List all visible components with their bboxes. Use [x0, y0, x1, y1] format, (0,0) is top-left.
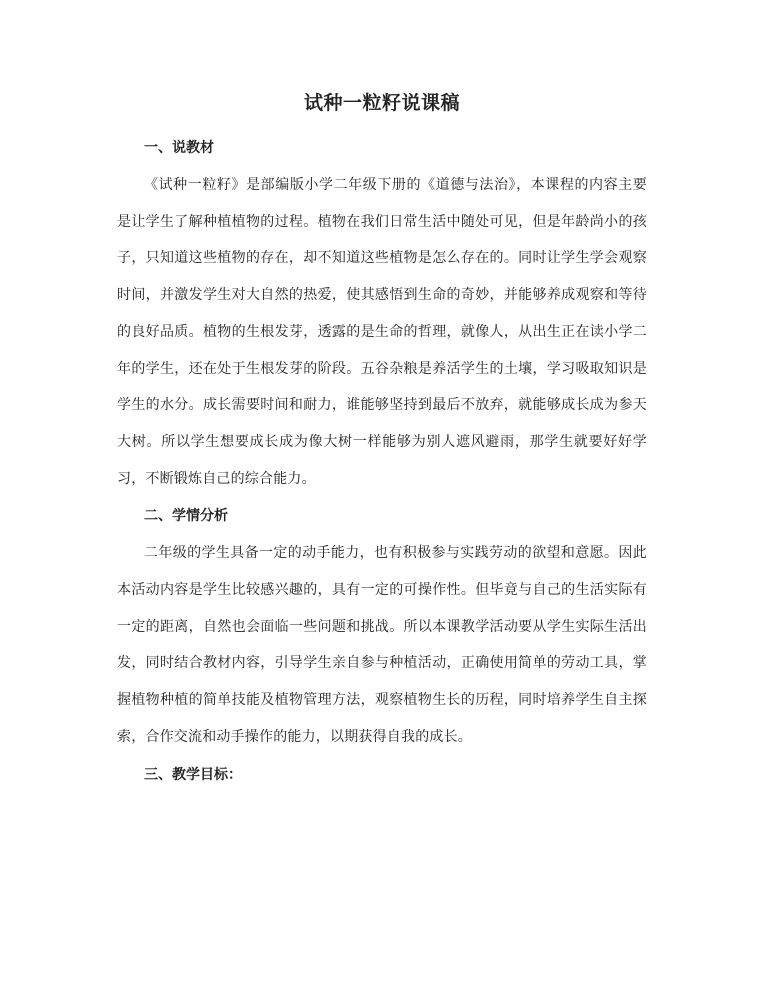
section-paragraph: 《试种一粒籽》是部编版小学二年级下册的《道德与法治》，本课程的内容主要是让学生了解种植植物的过程。植物在我们日常生活中随处可见，但是年龄尚小的孩子，只知道这些植物的存在，却不知道这些植物是怎么存在的。同时让学生学会观察时间，并激发学生对大自然的热爱，使其感悟到生命的奇妙，并能够养成观察和等待的良好品质。植物的生根发芽，透露的是生命的哲理，就像人，从出生正在读小学二年的学生，还在处于生根发芽的阶段。五谷杂粮是养活学生的土壤，学习吸取知识是学生的水分。成长需要时间和耐力，谁能够坚持到最后不放弃，就能够成长成为参天大树。所以学生想要成长成为像大树一样能够为别人遮风避雨，那学生就要好好学习，不断锻炼自己的综合能力。 — [117, 177, 647, 487]
document-page — [117, 88, 647, 794]
section-heading: 一、说教材 — [144, 140, 214, 156]
section-student-analysis — [117, 497, 647, 755]
section-textbook — [117, 129, 647, 497]
section-teaching-goals — [117, 756, 647, 794]
section-heading: 二、学情分析 — [144, 508, 228, 525]
section-paragraph: 二年级的学生具备一定的动手能力，也有积极参与实践劳动的欲望和意愿。因此本活动内容是学生比较感兴趣的，具有一定的可操作性。但毕竟与自己的生活实际有一定的距离，自然也会面临一些问题和挑战。所以本课教学活动要从学生实际生活出发，同时结合教材内容，引导学生亲自参与种植活动，正确使用简单的劳动工具，掌握植物种植的简单技能及植物管理方法，观察植物生长的历程，同时培养学生自主探索，合作交流和动手操作的能力，以期获得自我的成长。 — [117, 545, 647, 745]
section-heading: 三、教学目标： — [144, 766, 242, 783]
document-title: 试种一粒籽说课稿 — [303, 92, 460, 114]
